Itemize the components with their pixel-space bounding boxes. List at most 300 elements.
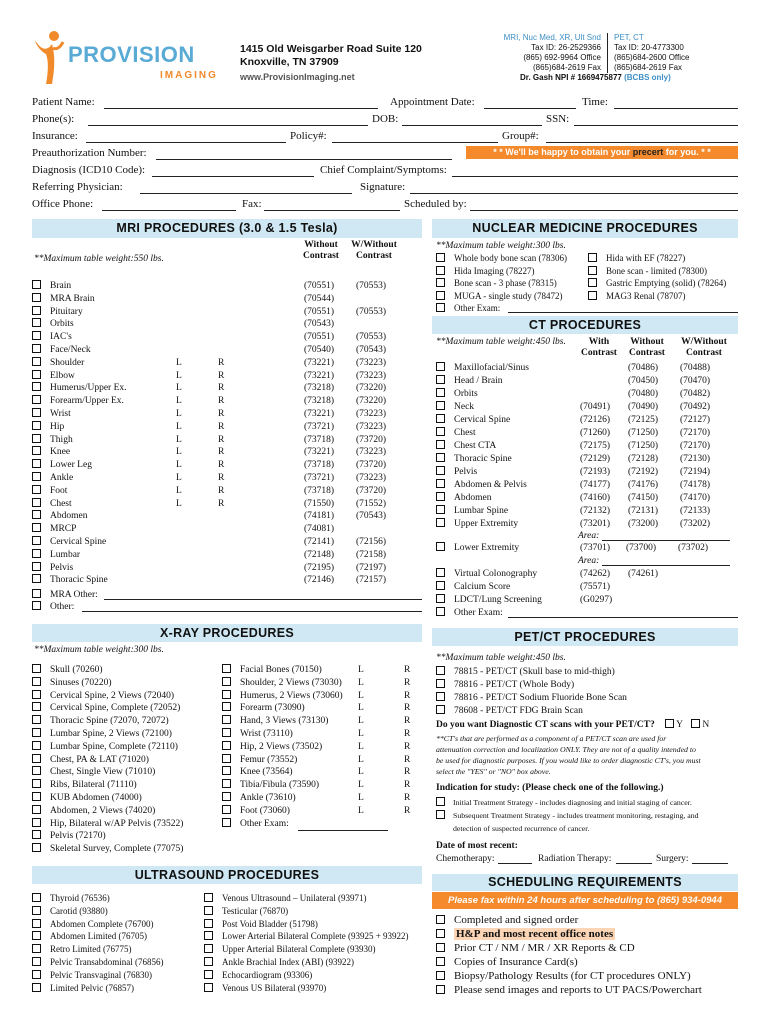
xray-item[interactable] — [32, 792, 142, 804]
xray-weight: **Maximum table weight:300 lbs. — [34, 645, 164, 655]
checkbox[interactable] — [32, 434, 41, 443]
checkbox[interactable] — [32, 843, 41, 852]
ultrasound-item[interactable] — [204, 969, 312, 981]
mri-item[interactable] — [32, 370, 75, 382]
checkbox[interactable] — [32, 562, 41, 571]
checkbox[interactable] — [436, 375, 445, 384]
ultrasound-item[interactable] — [32, 930, 147, 942]
checkbox[interactable] — [32, 792, 41, 801]
checkbox[interactable] — [436, 971, 445, 980]
ct-code-without: (70490) — [628, 402, 659, 412]
checkbox[interactable] — [204, 906, 213, 915]
ct-item[interactable] — [436, 362, 529, 374]
label-signature: Signature: — [360, 181, 406, 193]
checkbox[interactable] — [436, 679, 445, 688]
checkbox[interactable] — [32, 370, 41, 379]
ct-calcium-label: Calcium Score — [454, 582, 511, 592]
mri-item[interactable] — [32, 421, 64, 433]
ct-code-wwithout: (72127) — [680, 415, 711, 425]
ultrasound-item[interactable] — [204, 956, 354, 968]
checkbox[interactable] — [32, 357, 41, 366]
ct-item[interactable] — [436, 401, 474, 413]
mri-item-label: Ankle — [50, 473, 74, 483]
time-field[interactable] — [614, 108, 738, 109]
checkbox[interactable] — [204, 893, 213, 902]
checkbox[interactable] — [436, 388, 445, 397]
ct-code-without: (72128) — [628, 454, 659, 464]
xray-item[interactable] — [32, 818, 183, 830]
checkbox[interactable] — [222, 805, 231, 814]
ct-other-row[interactable] — [436, 607, 503, 619]
nuclear-item[interactable] — [588, 265, 707, 277]
ct-item[interactable] — [436, 518, 518, 530]
checkbox[interactable] — [32, 421, 41, 430]
checkbox[interactable] — [436, 542, 445, 551]
checkbox[interactable] — [588, 278, 597, 287]
xray-item[interactable] — [222, 766, 293, 778]
patient-name-field[interactable] — [104, 108, 378, 109]
checkbox[interactable] — [32, 766, 41, 775]
nuclear-item[interactable] — [436, 302, 500, 314]
checkbox[interactable] — [436, 518, 445, 527]
checkbox[interactable] — [222, 818, 231, 827]
checkbox[interactable] — [32, 574, 41, 583]
checkbox[interactable] — [436, 985, 445, 994]
scheduling-item[interactable] — [436, 928, 615, 941]
xray-item-label: Foot (73060) — [240, 805, 290, 816]
radiation-field[interactable] — [616, 863, 652, 864]
xray-item[interactable] — [32, 715, 169, 727]
ct-item[interactable] — [436, 427, 476, 439]
ct-item[interactable] — [436, 375, 503, 387]
nuclear-item[interactable] — [588, 277, 726, 289]
checkbox[interactable] — [32, 779, 41, 788]
xray-right-side: R — [404, 793, 411, 803]
mri-item[interactable] — [32, 344, 91, 356]
checkbox[interactable] — [222, 715, 231, 724]
xray-item[interactable] — [222, 664, 322, 676]
checkbox[interactable] — [222, 779, 231, 788]
xray-other[interactable] — [222, 818, 289, 830]
checkbox[interactable] — [32, 523, 41, 532]
checkbox[interactable] — [204, 919, 213, 928]
ct-item[interactable] — [436, 479, 527, 491]
mri-item[interactable] — [32, 549, 80, 561]
petct-ind2-row[interactable] — [436, 810, 699, 822]
scheduling-item[interactable] — [436, 914, 578, 927]
checkbox[interactable] — [436, 581, 445, 590]
xray-other-field[interactable] — [298, 830, 388, 831]
checkbox[interactable] — [32, 830, 41, 839]
checkbox[interactable] — [436, 401, 445, 410]
xray-item[interactable] — [32, 741, 178, 753]
checkbox[interactable] — [222, 702, 231, 711]
xray-item[interactable] — [32, 664, 103, 676]
scheduling-item[interactable] — [436, 984, 702, 997]
checkbox[interactable] — [32, 754, 41, 763]
checkbox[interactable] — [32, 498, 41, 507]
ct-weight: **Maximum table weight:450 lbs. — [436, 337, 566, 347]
checkbox[interactable] — [436, 453, 445, 462]
checkbox[interactable] — [32, 446, 41, 455]
phones-field[interactable] — [88, 125, 368, 126]
mri-item[interactable] — [32, 382, 127, 394]
group-field[interactable] — [546, 142, 738, 143]
ct-ldct-row[interactable] — [436, 594, 542, 606]
mri-item[interactable] — [32, 574, 108, 586]
checkbox[interactable] — [32, 983, 41, 992]
ct-item[interactable] — [436, 414, 510, 426]
petct-item[interactable] — [436, 705, 583, 717]
checkbox[interactable] — [32, 459, 41, 468]
xray-item[interactable] — [32, 805, 155, 817]
ct-area-2-field[interactable] — [602, 565, 730, 566]
ultrasound-item[interactable] — [32, 918, 153, 930]
xray-right-side: R — [404, 665, 411, 675]
checkbox[interactable] — [204, 970, 213, 979]
ultrasound-item[interactable] — [204, 892, 366, 904]
mri-item[interactable] — [32, 331, 72, 343]
xray-item[interactable] — [222, 741, 322, 753]
ultrasound-item[interactable] — [204, 905, 288, 917]
col1-title: MRI, Nuc Med, XR, Ult Snd — [503, 33, 601, 42]
preauth-field[interactable] — [156, 159, 452, 160]
scheduling-item-label: H&P and most recent office notes — [456, 928, 614, 940]
ultrasound-item[interactable] — [32, 969, 152, 981]
checkbox[interactable] — [32, 408, 41, 417]
checkbox[interactable] — [32, 280, 41, 289]
mri-right-side: R — [218, 421, 225, 432]
checkbox[interactable] — [436, 692, 445, 701]
checkbox[interactable] — [222, 664, 231, 673]
mri-weight: **Maximum table weight:550 lbs. — [34, 254, 164, 264]
nuclear-item-label: Gastric Emptying (solid) (78264) — [606, 278, 727, 288]
scheduling-item[interactable] — [436, 956, 578, 969]
ultrasound-item-label: Post Void Bladder (51798) — [222, 918, 318, 929]
mri-other-row[interactable] — [32, 589, 98, 601]
chief-field[interactable] — [452, 176, 738, 177]
xray-item[interactable] — [222, 805, 290, 817]
mri-item[interactable] — [32, 318, 74, 330]
mri-item[interactable] — [32, 523, 76, 535]
checkbox[interactable] — [222, 792, 231, 801]
xray-item-label: Thoracic Spine (72070, 72072) — [50, 716, 169, 727]
checkbox[interactable] — [436, 253, 445, 262]
ct-calcium-row[interactable] — [436, 581, 510, 593]
mra-other-field[interactable] — [104, 599, 422, 600]
checkbox[interactable] — [32, 893, 41, 902]
ultrasound-item-label: Venous Ultrasound – Unilateral (93971) — [222, 893, 367, 903]
checkbox[interactable] — [32, 472, 41, 481]
mri-code-wwithout: (73720) — [356, 434, 387, 445]
ct-item[interactable] — [436, 388, 478, 400]
checkbox[interactable] — [436, 266, 445, 275]
checkbox[interactable] — [222, 754, 231, 763]
logo-figure-icon — [32, 30, 66, 86]
checkbox[interactable] — [436, 607, 445, 616]
checkbox[interactable] — [32, 818, 41, 827]
nuclear-item[interactable] — [436, 265, 534, 277]
xray-right-side: R — [404, 703, 411, 714]
checkbox[interactable] — [222, 766, 231, 775]
checkbox[interactable] — [32, 318, 41, 327]
checkbox[interactable] — [204, 931, 213, 940]
xray-item[interactable] — [32, 843, 183, 855]
checkbox[interactable] — [436, 291, 445, 300]
nuclear-item[interactable] — [436, 290, 563, 302]
nuclear-item-label: Whole body bone scan (78306) — [454, 253, 567, 263]
ultrasound-item[interactable] — [204, 982, 326, 994]
diagnosis-field[interactable] — [152, 176, 314, 177]
checkbox[interactable] — [436, 440, 445, 449]
ct-area-1-field[interactable] — [602, 540, 730, 541]
checkbox[interactable] — [32, 715, 41, 724]
xray-item[interactable] — [32, 754, 149, 766]
mri-item[interactable] — [32, 446, 70, 458]
checkbox[interactable] — [32, 510, 41, 519]
xray-item[interactable] — [222, 690, 343, 702]
chemo-field[interactable] — [498, 863, 532, 864]
checkbox[interactable] — [32, 331, 41, 340]
scheduling-item[interactable] — [436, 970, 691, 983]
checkbox[interactable] — [32, 601, 41, 610]
checkbox[interactable] — [222, 741, 231, 750]
checkbox-yes[interactable] — [665, 719, 674, 728]
checkbox[interactable] — [32, 589, 41, 598]
checkbox[interactable] — [588, 253, 597, 262]
mri-code-without: (70540) — [304, 345, 335, 355]
ultrasound-item[interactable] — [32, 943, 131, 955]
mri-item[interactable] — [32, 485, 67, 497]
checkbox[interactable] — [436, 594, 445, 603]
petct-radiation: Radiation Therapy: — [538, 854, 612, 864]
checkbox[interactable] — [32, 485, 41, 494]
checkbox[interactable] — [222, 677, 231, 686]
xray-item[interactable] — [32, 779, 137, 791]
mri-left-side: L — [176, 498, 182, 509]
checkbox[interactable] — [436, 810, 445, 819]
petct-item-label: 78608 - PET/CT FDG Brain Scan — [454, 706, 583, 716]
checkbox[interactable] — [436, 797, 445, 806]
xray-item[interactable] — [32, 702, 180, 714]
checkbox[interactable] — [436, 943, 445, 952]
mri-other-field[interactable] — [82, 611, 422, 612]
xray-item[interactable] — [222, 715, 328, 727]
mri-item[interactable] — [32, 408, 71, 420]
checkbox[interactable] — [436, 929, 445, 938]
petct-item[interactable] — [436, 692, 627, 704]
checkbox[interactable] — [436, 414, 445, 423]
mri-other-row[interactable] — [32, 601, 74, 613]
ct-virtual-row[interactable] — [436, 568, 537, 580]
ct-code-with: (74160) — [580, 493, 611, 503]
ct-other-field[interactable] — [508, 617, 738, 618]
checkbox[interactable] — [32, 549, 41, 558]
checkbox[interactable] — [436, 479, 445, 488]
mri-left-side: L — [176, 434, 182, 445]
checkbox[interactable] — [32, 306, 41, 315]
xray-item[interactable] — [222, 779, 319, 791]
ssn-field[interactable] — [574, 125, 738, 126]
ct-item-label: Pelvis — [454, 467, 478, 477]
checkbox[interactable] — [436, 915, 445, 924]
checkbox[interactable] — [436, 505, 445, 514]
checkbox[interactable] — [222, 690, 231, 699]
checkbox[interactable] — [32, 741, 41, 750]
mri-item[interactable] — [32, 357, 84, 369]
mri-item-label: Cervical Spine — [50, 537, 107, 547]
ultrasound-item-label: Carotid (93880) — [50, 905, 108, 916]
checkbox[interactable] — [32, 944, 41, 953]
mri-item[interactable] — [32, 395, 124, 407]
ct-item[interactable] — [436, 453, 512, 465]
mri-code-without: (72195) — [304, 562, 335, 573]
insurance-field[interactable] — [86, 142, 286, 143]
nuclear-item[interactable] — [436, 277, 557, 289]
checkbox[interactable] — [32, 344, 41, 353]
nuclear-item[interactable] — [436, 252, 567, 264]
petct-header: PET/CT PROCEDURES — [432, 628, 738, 646]
checkbox-no[interactable] — [691, 719, 700, 728]
xray-item[interactable] — [32, 728, 172, 740]
ultrasound-item[interactable] — [32, 982, 134, 994]
checkbox[interactable] — [32, 702, 41, 711]
nuclear-item-label: Other Exam: — [454, 303, 501, 313]
checkbox[interactable] — [32, 395, 41, 404]
mri-right-side: R — [218, 498, 225, 509]
mri-item[interactable] — [32, 536, 106, 548]
checkbox[interactable] — [32, 728, 41, 737]
office-phone-field[interactable] — [102, 210, 236, 211]
checkbox[interactable] — [32, 957, 41, 966]
scheduling-item[interactable] — [436, 942, 635, 955]
ultrasound-item[interactable] — [204, 930, 409, 942]
mri-item[interactable] — [32, 434, 73, 446]
surgery-field[interactable] — [692, 863, 728, 864]
xray-item-label: Chest, Single View (71010) — [50, 767, 156, 778]
checkbox[interactable] — [204, 944, 213, 953]
checkbox[interactable] — [436, 278, 445, 287]
ct-item[interactable] — [436, 492, 491, 504]
checkbox[interactable] — [32, 805, 41, 814]
mri-item[interactable] — [32, 459, 92, 471]
nuclear-item[interactable] — [588, 252, 685, 264]
checkbox[interactable] — [436, 568, 445, 577]
mri-right-side: R — [218, 485, 225, 496]
petct-item[interactable] — [436, 666, 615, 678]
checkbox[interactable] — [32, 931, 41, 940]
mri-code-without: (73218) — [304, 396, 335, 407]
label-time: Time: — [582, 96, 608, 108]
xray-item[interactable] — [222, 792, 296, 804]
scheduled-by-field[interactable] — [470, 210, 738, 211]
ultrasound-item[interactable] — [32, 892, 110, 904]
nuclear-other-field[interactable] — [508, 312, 738, 313]
checkbox[interactable] — [436, 466, 445, 475]
petct-ind1-row[interactable] — [436, 797, 692, 809]
nuclear-item[interactable] — [588, 290, 686, 302]
checkbox[interactable] — [204, 957, 213, 966]
checkbox[interactable] — [436, 492, 445, 501]
xray-item[interactable] — [222, 754, 297, 766]
ct-col-with — [576, 337, 622, 359]
xray-item[interactable] — [222, 702, 305, 714]
ct-item[interactable] — [436, 505, 508, 517]
xray-item[interactable] — [32, 830, 106, 842]
ct-item-label: Lumbar Spine — [454, 506, 509, 516]
ct-lower-ext-row[interactable] — [436, 542, 519, 554]
xray-item[interactable] — [32, 766, 155, 778]
ultrasound-item[interactable] — [204, 918, 318, 930]
mri-item[interactable] — [32, 280, 71, 292]
petct-item[interactable] — [436, 679, 574, 691]
checkbox[interactable] — [32, 664, 41, 673]
checkbox[interactable] — [204, 983, 213, 992]
checkbox[interactable] — [32, 536, 41, 545]
checkbox[interactable] — [436, 427, 445, 436]
appointment-date-field[interactable] — [484, 108, 576, 109]
xray-item[interactable] — [32, 690, 174, 702]
ct-item[interactable] — [436, 440, 496, 452]
ultrasound-item[interactable] — [32, 956, 164, 968]
website-link[interactable]: www.ProvisionImaging.net — [240, 72, 355, 82]
ultrasound-item[interactable] — [204, 943, 375, 955]
checkbox[interactable] — [222, 728, 231, 737]
ct-item[interactable] — [436, 466, 477, 478]
nuclear-header: NUCLEAR MEDICINE PROCEDURES — [432, 219, 738, 238]
signature-field[interactable] — [410, 193, 738, 194]
mri-item-label: Pituitary — [50, 306, 83, 317]
checkbox[interactable] — [32, 293, 41, 302]
mri-code-wwithout: (70553) — [356, 281, 387, 291]
policy-field[interactable] — [332, 142, 498, 143]
checkbox[interactable] — [32, 919, 41, 928]
mri-item[interactable] — [32, 306, 83, 318]
mri-item[interactable] — [32, 472, 73, 484]
checkbox[interactable] — [436, 666, 445, 675]
mri-item[interactable] — [32, 562, 73, 574]
mri-item[interactable] — [32, 293, 95, 305]
mri-item-label: Foot — [50, 485, 68, 496]
xray-item-label: KUB Abdomen (74000) — [50, 793, 142, 803]
petct-question: Do you want Diagnostic CT scans with your PET/CT? — [436, 720, 655, 730]
ultrasound-item[interactable] — [32, 905, 108, 917]
referring-field[interactable] — [140, 193, 352, 194]
checkbox[interactable] — [436, 705, 445, 714]
checkbox[interactable] — [32, 690, 41, 699]
mri-item[interactable] — [32, 510, 87, 522]
mri-col-wwithout-l2: Contrast — [356, 251, 392, 261]
fax-field[interactable] — [264, 210, 400, 211]
checkbox[interactable] — [32, 677, 41, 686]
xray-item[interactable] — [32, 677, 112, 689]
address-line-1: 1415 Old Weisgarber Road Suite 120 — [240, 43, 422, 55]
mri-code-wwithout: (72197) — [356, 562, 387, 573]
checkbox[interactable] — [588, 291, 597, 300]
checkbox[interactable] — [588, 266, 597, 275]
dob-field[interactable] — [402, 125, 542, 126]
checkbox[interactable] — [436, 957, 445, 966]
checkbox[interactable] — [436, 303, 445, 312]
ct-code-with: (72126) — [580, 415, 611, 425]
checkbox[interactable] — [32, 382, 41, 391]
xray-item[interactable] — [222, 677, 342, 689]
xray-item[interactable] — [222, 728, 293, 740]
mri-item[interactable] — [32, 498, 72, 510]
checkbox[interactable] — [32, 906, 41, 915]
checkbox[interactable] — [436, 362, 445, 371]
checkbox[interactable] — [32, 970, 41, 979]
